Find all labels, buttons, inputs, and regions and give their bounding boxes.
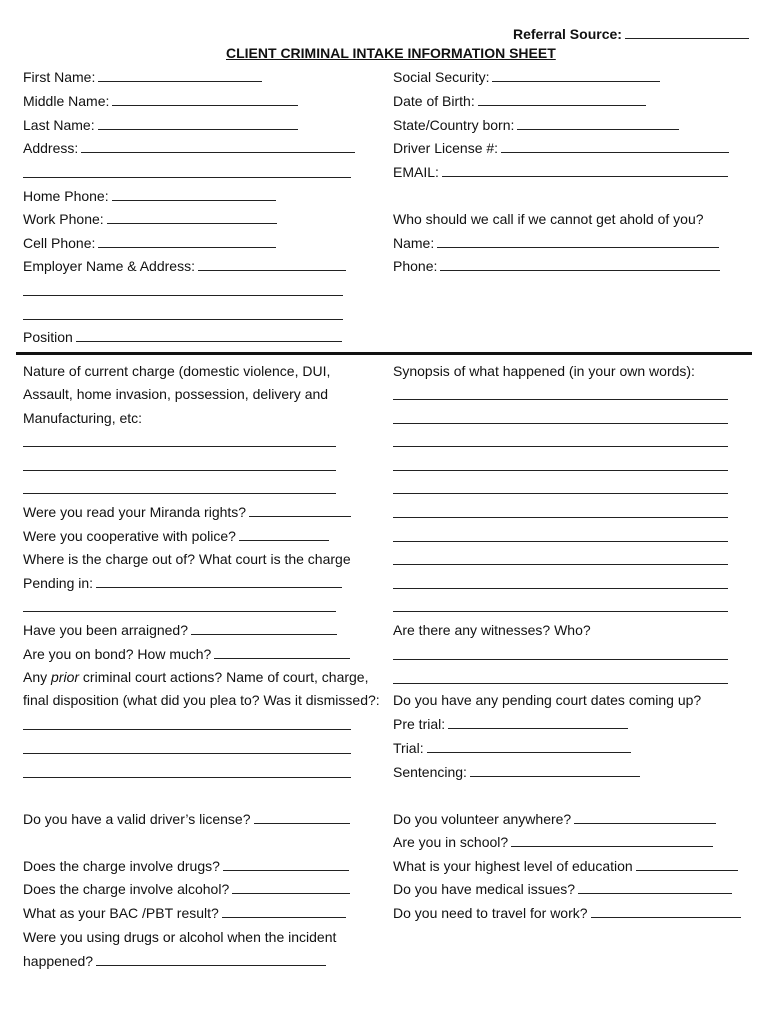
- middle-name-blank[interactable]: [112, 93, 298, 106]
- education-blank[interactable]: [636, 858, 738, 871]
- last-name-field[interactable]: [23, 117, 298, 133]
- work-phone-blank[interactable]: [107, 211, 277, 224]
- employer-field[interactable]: [23, 258, 346, 274]
- synopsis-line-6[interactable]: [393, 517, 728, 518]
- synopsis-line-8[interactable]: [393, 564, 728, 565]
- contact-phone-blank[interactable]: [440, 258, 720, 271]
- sentencing-field[interactable]: [393, 764, 640, 780]
- state-born-label: State/Country born:: [393, 117, 515, 133]
- prior-actions-line: [23, 669, 369, 685]
- form-title: CLIENT CRIMINAL INTAKE INFORMATION SHEET: [226, 45, 556, 61]
- miranda-blank[interactable]: [249, 504, 351, 517]
- using-label: happened?: [23, 953, 94, 969]
- driver-license-blank[interactable]: [501, 140, 729, 153]
- pending-in-line-2[interactable]: [23, 611, 336, 612]
- volunteer-blank[interactable]: [574, 811, 716, 824]
- synopsis-line-3[interactable]: [393, 446, 728, 447]
- employer-blank[interactable]: [198, 258, 346, 271]
- pending-dates-label: Do you have any pending court dates coming up?: [393, 692, 702, 708]
- drugs-blank[interactable]: [223, 858, 349, 871]
- prior-answer-line-3[interactable]: [23, 777, 351, 778]
- first-name-blank[interactable]: [98, 69, 262, 82]
- dob-label: Date of Birth:: [393, 93, 475, 109]
- prior-answer-line-2[interactable]: [23, 753, 351, 754]
- pending-in-label: Pending in:: [23, 575, 94, 591]
- drugs-field[interactable]: [23, 858, 349, 874]
- travel-label: Do you need to travel for work?: [393, 905, 588, 921]
- contact-name-blank[interactable]: [437, 235, 719, 248]
- synopsis-line-7[interactable]: [393, 541, 728, 542]
- nature-charge-line-2: Assault, home invasion, possession, delivery and: [23, 386, 329, 402]
- miranda-field[interactable]: [23, 504, 351, 520]
- education-label: What is your highest level of education: [393, 858, 633, 874]
- driver-license-label: Driver License #:: [393, 140, 499, 156]
- bac-field[interactable]: [23, 905, 346, 921]
- cell-phone-blank[interactable]: [98, 235, 276, 248]
- email-field[interactable]: [393, 164, 728, 180]
- using-blank[interactable]: [96, 953, 326, 966]
- trial-label: Trial:: [393, 740, 424, 756]
- school-blank[interactable]: [511, 834, 713, 847]
- cooperative-field[interactable]: [23, 528, 329, 544]
- medical-field[interactable]: [393, 881, 732, 897]
- travel-blank[interactable]: [591, 905, 741, 918]
- contact-question: Who should we call if we cannot get ahold of you?: [393, 211, 704, 227]
- dob-blank[interactable]: [478, 93, 646, 106]
- trial-field[interactable]: [393, 740, 631, 756]
- contact-name-field[interactable]: [393, 235, 719, 251]
- pending-in-field[interactable]: [23, 575, 342, 591]
- nature-charge-line-1: Nature of current charge (domestic violence, DUI,: [23, 363, 331, 379]
- arraigned-blank[interactable]: [191, 622, 337, 635]
- volunteer-label: Do you volunteer anywhere?: [393, 811, 572, 827]
- arraigned-field[interactable]: [23, 622, 337, 638]
- last-name-label: Last Name:: [23, 117, 95, 133]
- dob-field[interactable]: [393, 93, 646, 109]
- first-name-field[interactable]: [23, 69, 262, 85]
- home-phone-label: Home Phone:: [23, 188, 109, 204]
- cell-phone-label: Cell Phone:: [23, 235, 96, 251]
- witnesses-label: Are there any witnesses? Who?: [393, 622, 591, 638]
- last-name-blank[interactable]: [98, 117, 298, 130]
- sentencing-label: Sentencing:: [393, 764, 467, 780]
- home-phone-field[interactable]: [23, 188, 276, 204]
- pretrial-label: Pre trial:: [393, 716, 446, 732]
- home-phone-blank[interactable]: [112, 188, 276, 201]
- volunteer-field[interactable]: [393, 811, 716, 827]
- contact-phone-field[interactable]: [393, 258, 720, 274]
- address-label: Address:: [23, 140, 79, 156]
- bond-label: Are you on bond? How much?: [23, 646, 212, 662]
- drugs-label: Does the charge involve drugs?: [23, 858, 220, 874]
- nature-answer-line-1[interactable]: [23, 446, 336, 447]
- alcohol-field[interactable]: [23, 881, 350, 897]
- alcohol-blank[interactable]: [232, 881, 350, 894]
- cooperative-blank[interactable]: [239, 528, 329, 541]
- cell-phone-field[interactable]: [23, 235, 276, 251]
- witnesses-line-2[interactable]: [393, 683, 728, 684]
- social-security-label: Social Security:: [393, 69, 490, 85]
- driver-license-field[interactable]: [393, 140, 729, 156]
- travel-field[interactable]: [393, 905, 741, 921]
- email-blank[interactable]: [442, 164, 728, 177]
- synopsis-label: Synopsis of what happened (in your own words):: [393, 363, 695, 379]
- employer-line-3[interactable]: [23, 319, 343, 320]
- section-divider: [16, 352, 752, 355]
- position-field[interactable]: [23, 329, 342, 345]
- nature-answer-line-3[interactable]: [23, 493, 336, 494]
- trial-blank[interactable]: [427, 740, 631, 753]
- bac-label: What as your BAC /PBT result?: [23, 905, 219, 921]
- bond-blank[interactable]: [214, 646, 350, 659]
- valid-license-field[interactable]: [23, 811, 350, 827]
- middle-name-field[interactable]: [23, 93, 298, 109]
- employer-line-2[interactable]: [23, 295, 343, 296]
- prior-text-c: criminal court actions? Name of court, charge,: [79, 669, 369, 685]
- miranda-label: Were you read your Miranda rights?: [23, 504, 247, 520]
- prior-answer-line-1[interactable]: [23, 729, 351, 730]
- prior-text-emphasis: prior: [51, 669, 80, 685]
- social-security-field[interactable]: [393, 69, 660, 85]
- school-label: Are you in school?: [393, 834, 509, 850]
- address-line-2[interactable]: [23, 177, 351, 178]
- referral-source-field[interactable]: [513, 26, 749, 42]
- address-field[interactable]: [23, 140, 355, 156]
- pretrial-blank[interactable]: [448, 716, 628, 729]
- middle-name-label: Middle Name:: [23, 93, 110, 109]
- social-security-blank[interactable]: [492, 69, 660, 82]
- valid-license-label: Do you have a valid driver’s license?: [23, 811, 251, 827]
- where-charge-line-1: Where is the charge out of? What court is the charge: [23, 551, 351, 567]
- synopsis-line-9[interactable]: [393, 588, 728, 589]
- address-blank[interactable]: [81, 140, 355, 153]
- school-field[interactable]: [393, 834, 713, 850]
- work-phone-field[interactable]: [23, 211, 277, 227]
- work-phone-label: Work Phone:: [23, 211, 104, 227]
- email-label: EMAIL:: [393, 164, 439, 180]
- contact-phone-label: Phone:: [393, 258, 438, 274]
- final-disposition-line: final disposition (what did you plea to? Was it dismissed?:: [23, 692, 380, 708]
- bac-blank[interactable]: [222, 905, 346, 918]
- synopsis-line-5[interactable]: [393, 493, 728, 494]
- position-label: Position: [23, 329, 73, 345]
- pretrial-field[interactable]: [393, 716, 628, 732]
- employer-label: Employer Name & Address:: [23, 258, 195, 274]
- witnesses-line-1[interactable]: [393, 659, 728, 660]
- synopsis-line-4[interactable]: [393, 470, 728, 471]
- alcohol-label: Does the charge involve alcohol?: [23, 881, 230, 897]
- using-line-1: Were you using drugs or alcohol when the incident: [23, 929, 337, 945]
- contact-name-label: Name:: [393, 235, 435, 251]
- arraigned-label: Have you been arraigned?: [23, 622, 189, 638]
- education-field[interactable]: [393, 858, 738, 874]
- medical-label: Do you have medical issues?: [393, 881, 576, 897]
- synopsis-line-1[interactable]: [393, 399, 728, 400]
- pending-in-blank[interactable]: [96, 575, 342, 588]
- bond-field[interactable]: [23, 646, 350, 662]
- first-name-label: First Name:: [23, 69, 96, 85]
- nature-answer-line-2[interactable]: [23, 470, 336, 471]
- prior-text-a: Any: [23, 669, 52, 685]
- synopsis-line-2[interactable]: [393, 423, 728, 424]
- nature-charge-line-3: Manufacturing, etc:: [23, 410, 143, 426]
- using-field[interactable]: [23, 953, 326, 969]
- sentencing-blank[interactable]: [470, 764, 640, 777]
- valid-license-blank[interactable]: [254, 811, 350, 824]
- state-born-field[interactable]: [393, 117, 679, 133]
- referral-source-label: Referral Source:: [513, 26, 622, 42]
- position-blank[interactable]: [76, 329, 342, 342]
- cooperative-label: Were you cooperative with police?: [23, 528, 236, 544]
- referral-source-blank[interactable]: [625, 26, 749, 39]
- synopsis-line-10[interactable]: [393, 611, 728, 612]
- state-born-blank[interactable]: [517, 117, 679, 130]
- medical-blank[interactable]: [578, 881, 732, 894]
